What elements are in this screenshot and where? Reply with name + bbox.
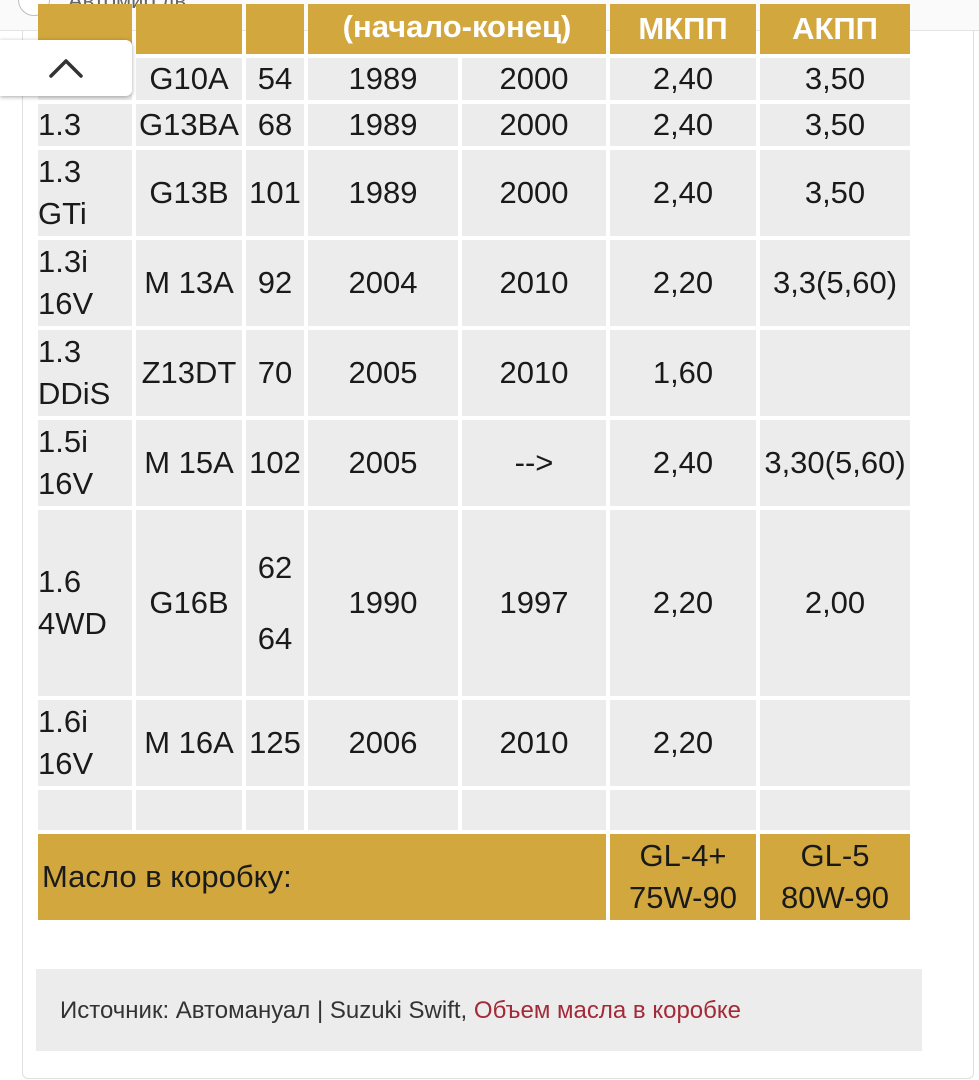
cell-start: 2006 [308,700,458,786]
cell-auto [760,330,910,416]
cell-manual: 2,40 [610,58,756,100]
cell-start: 1990 [308,510,458,696]
cell-manual: 2,20 [610,700,756,786]
header-cell [136,4,242,54]
footer-label: Масло в коробку: [38,834,606,920]
cell-end: 2000 [462,150,606,236]
cell-end: 1997 [462,510,606,696]
cell-hp-b: 64 [257,620,293,656]
cell-model: 1.3 [38,104,132,146]
table-row [38,150,910,236]
header-cell [246,4,304,54]
cell-hp-a: 62 [257,549,293,585]
cell-start: 2004 [308,240,458,326]
cell-engine: G10A [136,58,242,100]
cell-manual: 2,20 [610,240,756,326]
empty-cell [610,790,756,830]
cell-manual: 2,40 [610,420,756,506]
cell-end: 2010 [462,240,606,326]
cell-manual: 1,60 [610,330,756,416]
cell-engine: G16B [136,510,242,696]
footer-manual: GL-4+ 75W-90 [610,834,756,920]
collapse-button[interactable] [0,40,132,96]
empty-cell [462,790,606,830]
cell-end: 2000 [462,58,606,100]
header-auto: АКПП [760,4,910,54]
table-footer-row [38,834,910,920]
table-row [38,58,910,100]
cell-auto: 3,50 [760,104,910,146]
cell-model: 1.6i 16V [38,700,132,786]
cell-auto: 3,50 [760,58,910,100]
source-line [60,997,741,1025]
table-row [38,240,910,326]
cell-auto [760,700,910,786]
cell-hp: 92 [246,240,304,326]
source-link[interactable]: Объем масла в коробке [473,997,741,1024]
oil-volume-table [34,0,914,924]
cell-auto: 2,00 [760,510,910,696]
cell-engine: M 15A [136,420,242,506]
cell-start: 1989 [308,150,458,236]
cell-end: --> [462,420,606,506]
empty-cell [38,790,132,830]
cell-start: 1989 [308,104,458,146]
cell-start: 2005 [308,420,458,506]
cell-model: 1.3i 16V [38,240,132,326]
table-row [38,104,910,146]
cell-model: 1.5i 16V [38,420,132,506]
cell-end: 2010 [462,330,606,416]
empty-cell [246,790,304,830]
table-row [38,420,910,506]
cell-auto: 3,50 [760,150,910,236]
cell-hp [246,510,304,696]
footer-auto: GL-5 80W-90 [760,834,910,920]
empty-cell [136,790,242,830]
table-row-empty [38,790,910,830]
cell-engine: M 13A [136,240,242,326]
cell-hp: 70 [246,330,304,416]
cell-start: 2005 [308,330,458,416]
cell-manual: 2,40 [610,150,756,236]
empty-cell [760,790,910,830]
cell-hp: 125 [246,700,304,786]
cell-manual: 2,20 [610,510,756,696]
cell-model: 1.3 DDiS [38,330,132,416]
cell-hp: 101 [246,150,304,236]
cell-end: 2010 [462,700,606,786]
cell-hp: 68 [246,104,304,146]
cell-auto: 3,3(5,60) [760,240,910,326]
cell-engine: G13BA [136,104,242,146]
oil-volume-table-wrapper [38,0,922,924]
source-box [36,969,922,1051]
source-prefix: Источник: Автомануал | Suzuki Swift, [60,997,474,1024]
cell-engine: Z13DT [136,330,242,416]
chevron-up-icon [48,57,84,79]
table-row [38,700,910,786]
cell-start: 1989 [308,58,458,100]
cell-model: 1.3 GTi [38,150,132,236]
cell-manual: 2,40 [610,104,756,146]
cell-engine: G13B [136,150,242,236]
header-manual: МКПП [610,4,756,54]
table-header-row [38,4,910,54]
cell-end: 2000 [462,104,606,146]
table-row [38,330,910,416]
cell-auto: 3,30(5,60) [760,420,910,506]
cell-engine: M 16A [136,700,242,786]
cell-model: 1.6 4WD [38,510,132,696]
cell-hp: 54 [246,58,304,100]
table-row [38,510,910,696]
empty-cell [308,790,458,830]
cell-hp: 102 [246,420,304,506]
header-years: (начало-конец) [308,4,606,54]
